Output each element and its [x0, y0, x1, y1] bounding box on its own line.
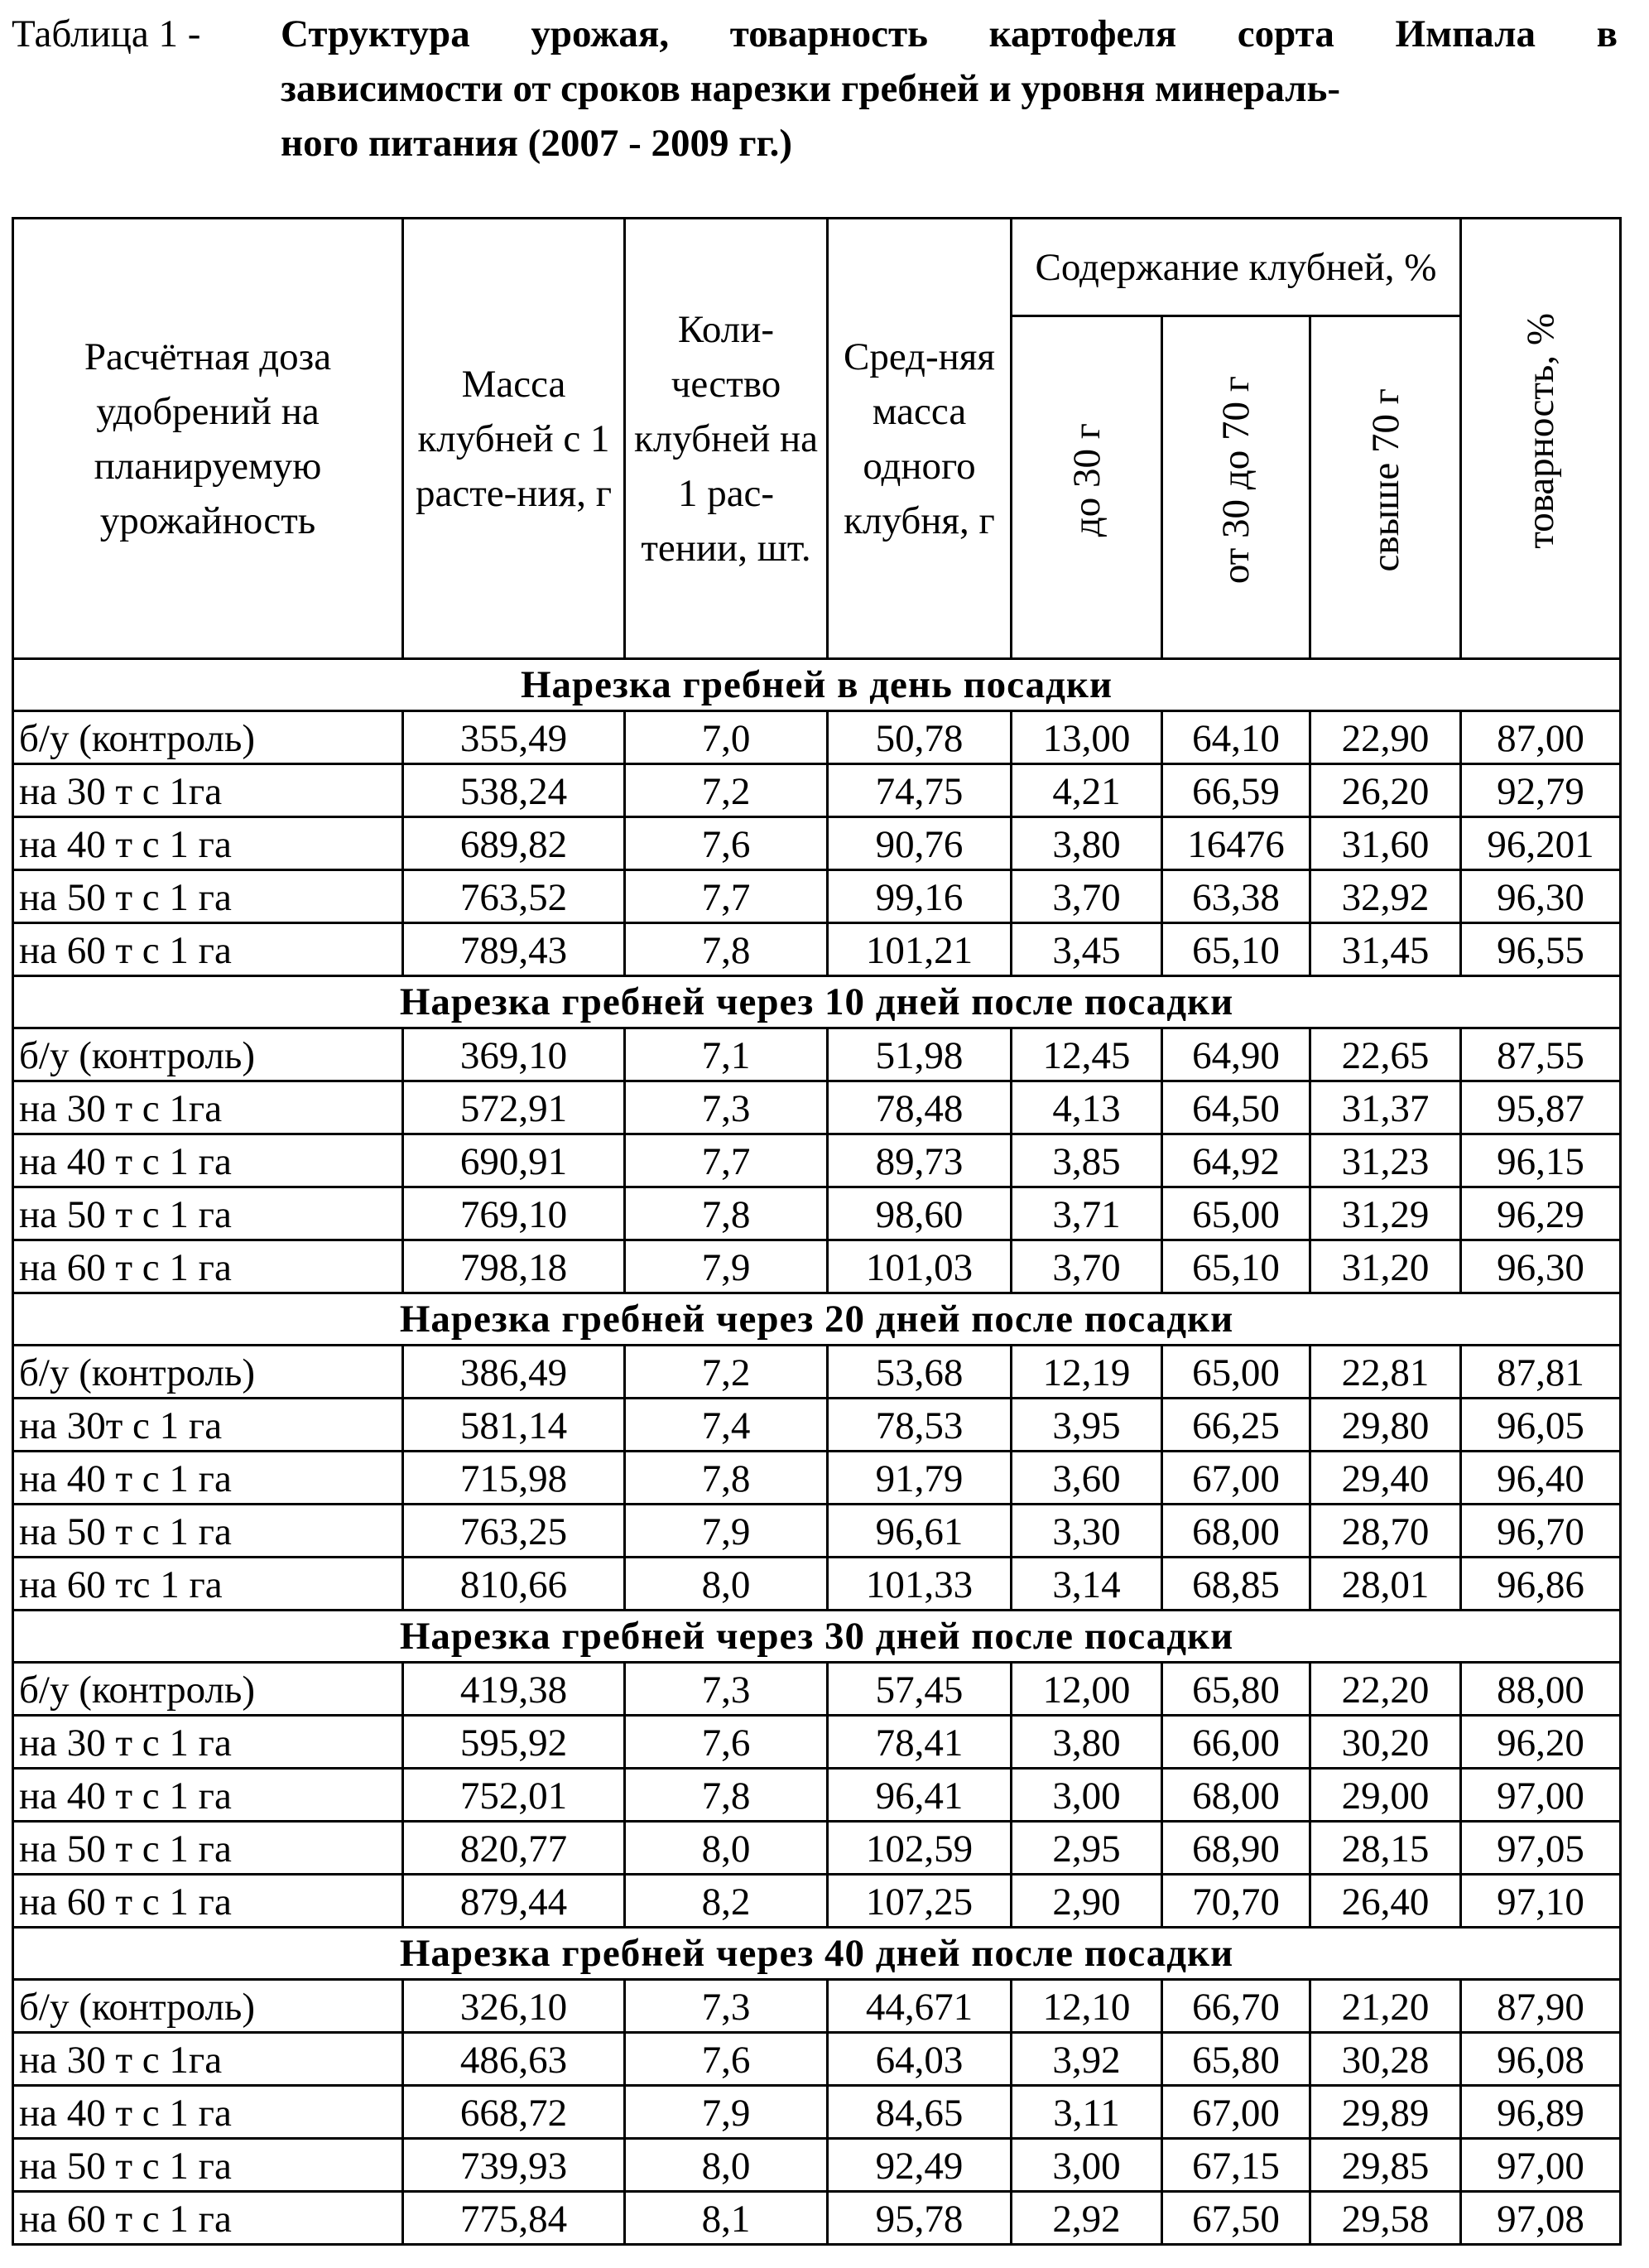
cell-count: 7,2 [625, 764, 828, 817]
cell-avg-mass: 101,03 [828, 1240, 1012, 1293]
cell-avg-mass: 91,79 [828, 1452, 1012, 1505]
cell-30-70g: 68,85 [1162, 1558, 1310, 1611]
cell-marketability: 96,30 [1461, 870, 1621, 923]
cell-under-30g: 3,45 [1012, 923, 1162, 976]
row-label: на 30 т с 1 га [13, 1716, 403, 1769]
table-title-line: Структура урожая, товарность картофеля сорта Импала в [281, 12, 1618, 55]
cell-over-70g: 29,80 [1310, 1399, 1461, 1452]
cell-over-70g: 28,15 [1310, 1822, 1461, 1875]
cell-marketability: 96,08 [1461, 2033, 1621, 2086]
header-over-70g-text: свыше 70 г [1363, 388, 1407, 572]
table-row [13, 1505, 1621, 1558]
cell-count: 7,6 [625, 817, 828, 870]
cell-under-30g: 13,00 [1012, 711, 1162, 764]
cell-30-70g: 67,00 [1162, 2086, 1310, 2139]
table-row [13, 1558, 1621, 1611]
cell-count: 7,8 [625, 1187, 828, 1240]
cell-mass: 326,10 [403, 1980, 625, 2033]
cell-avg-mass: 84,65 [828, 2086, 1012, 2139]
table-row [13, 923, 1621, 976]
cell-avg-mass: 74,75 [828, 764, 1012, 817]
cell-count: 7,8 [625, 1452, 828, 1505]
cell-under-30g: 3,95 [1012, 1399, 1162, 1452]
cell-mass: 572,91 [403, 1081, 625, 1134]
row-label: на 40 т с 1 га [13, 817, 403, 870]
table-row [13, 1663, 1621, 1716]
cell-over-70g: 21,20 [1310, 1980, 1461, 2033]
cell-30-70g: 66,70 [1162, 1980, 1310, 2033]
cell-mass: 538,24 [403, 764, 625, 817]
section-title: Нарезка гребней через 20 дней после посадки [13, 1293, 1621, 1346]
cell-avg-mass: 98,60 [828, 1187, 1012, 1240]
row-label: на 50 т с 1 га [13, 1822, 403, 1875]
header-marketability-text: товарность, % [1519, 313, 1562, 549]
table-title-line: зависимости от сроков нарезки гребней и уровня минераль- [281, 67, 1340, 110]
cell-30-70g: 65,80 [1162, 1663, 1310, 1716]
cell-mass: 595,92 [403, 1716, 625, 1769]
table-row [13, 1980, 1621, 2033]
cell-over-70g: 28,01 [1310, 1558, 1461, 1611]
cell-over-70g: 29,58 [1310, 2192, 1461, 2245]
cell-under-30g: 3,71 [1012, 1187, 1162, 1240]
header-avg-mass: Сред-няя масса одного клубня, г [828, 219, 1012, 659]
cell-avg-mass: 44,671 [828, 1980, 1012, 2033]
table-row [13, 1399, 1621, 1452]
cell-mass: 879,44 [403, 1875, 625, 1928]
cell-30-70g: 67,50 [1162, 2192, 1310, 2245]
cell-avg-mass: 101,21 [828, 923, 1012, 976]
cell-marketability: 97,00 [1461, 2139, 1621, 2192]
section-title: Нарезка гребней через 30 дней после посадки [13, 1611, 1621, 1663]
cell-avg-mass: 107,25 [828, 1875, 1012, 1928]
table-row [13, 1875, 1621, 1928]
cell-under-30g: 3,92 [1012, 2033, 1162, 2086]
cell-over-70g: 22,20 [1310, 1663, 1461, 1716]
cell-marketability: 96,30 [1461, 1240, 1621, 1293]
cell-over-70g: 31,20 [1310, 1240, 1461, 1293]
cell-avg-mass: 99,16 [828, 870, 1012, 923]
table-row [13, 1769, 1621, 1822]
cell-marketability: 96,05 [1461, 1399, 1621, 1452]
header-over-70g [1310, 316, 1461, 659]
cell-marketability: 87,00 [1461, 711, 1621, 764]
cell-over-70g: 28,70 [1310, 1505, 1461, 1558]
cell-marketability: 87,55 [1461, 1028, 1621, 1081]
cell-count: 8,2 [625, 1875, 828, 1928]
cell-count: 7,6 [625, 1716, 828, 1769]
cell-count: 7,3 [625, 1980, 828, 2033]
cell-mass: 763,52 [403, 870, 625, 923]
cell-under-30g: 4,21 [1012, 764, 1162, 817]
cell-marketability: 97,08 [1461, 2192, 1621, 2245]
cell-over-70g: 31,29 [1310, 1187, 1461, 1240]
header-count: Коли-чество клубней на 1 рас-тении, шт. [625, 219, 828, 659]
cell-under-30g: 12,00 [1012, 1663, 1162, 1716]
cell-30-70g: 66,25 [1162, 1399, 1310, 1452]
cell-count: 8,0 [625, 1558, 828, 1611]
cell-marketability: 97,10 [1461, 1875, 1621, 1928]
table-number-label: Таблица 1 - [12, 12, 201, 55]
table-row [13, 817, 1621, 870]
cell-under-30g: 3,85 [1012, 1134, 1162, 1187]
cell-30-70g: 64,90 [1162, 1028, 1310, 1081]
table-row [13, 1134, 1621, 1187]
cell-avg-mass: 89,73 [828, 1134, 1012, 1187]
cell-under-30g: 3,60 [1012, 1452, 1162, 1505]
table-row [13, 2086, 1621, 2139]
header-under-30g [1012, 316, 1162, 659]
cell-marketability: 88,00 [1461, 1663, 1621, 1716]
cell-marketability: 96,29 [1461, 1187, 1621, 1240]
cell-mass: 820,77 [403, 1822, 625, 1875]
cell-30-70g: 64,50 [1162, 1081, 1310, 1134]
cell-avg-mass: 64,03 [828, 2033, 1012, 2086]
cell-mass: 810,66 [403, 1558, 625, 1611]
cell-30-70g: 66,59 [1162, 764, 1310, 817]
cell-over-70g: 22,65 [1310, 1028, 1461, 1081]
cell-avg-mass: 57,45 [828, 1663, 1012, 1716]
cell-over-70g: 30,28 [1310, 2033, 1461, 2086]
header-30-70g [1162, 316, 1310, 659]
table-row [13, 1452, 1621, 1505]
row-label: б/у (контроль) [13, 1028, 403, 1081]
cell-under-30g: 3,80 [1012, 1716, 1162, 1769]
cell-marketability: 87,90 [1461, 1980, 1621, 2033]
cell-30-70g: 68,90 [1162, 1822, 1310, 1875]
cell-under-30g: 12,45 [1012, 1028, 1162, 1081]
section-title: Нарезка гребней в день посадки [13, 659, 1621, 711]
cell-over-70g: 29,00 [1310, 1769, 1461, 1822]
cell-30-70g: 70,70 [1162, 1875, 1310, 1928]
cell-marketability: 96,89 [1461, 2086, 1621, 2139]
cell-count: 7,7 [625, 1134, 828, 1187]
row-label: на 50 т с 1 га [13, 870, 403, 923]
table-row [13, 1240, 1621, 1293]
cell-under-30g: 2,95 [1012, 1822, 1162, 1875]
cell-avg-mass: 78,48 [828, 1081, 1012, 1134]
cell-marketability: 96,55 [1461, 923, 1621, 976]
cell-over-70g: 30,20 [1310, 1716, 1461, 1769]
row-label: на 60 тс 1 га [13, 1558, 403, 1611]
cell-30-70g: 66,00 [1162, 1716, 1310, 1769]
cell-mass: 763,25 [403, 1505, 625, 1558]
cell-avg-mass: 51,98 [828, 1028, 1012, 1081]
cell-mass: 369,10 [403, 1028, 625, 1081]
row-label: б/у (контроль) [13, 1980, 403, 2033]
row-label: б/у (контроль) [13, 1663, 403, 1716]
section-title: Нарезка гребней через 40 дней после посадки [13, 1928, 1621, 1980]
cell-over-70g: 29,85 [1310, 2139, 1461, 2192]
row-label: на 40 т с 1 га [13, 1134, 403, 1187]
table-row [13, 1716, 1621, 1769]
cell-under-30g: 3,70 [1012, 1240, 1162, 1293]
cell-avg-mass: 96,61 [828, 1505, 1012, 1558]
cell-mass: 789,43 [403, 923, 625, 976]
cell-over-70g: 22,90 [1310, 711, 1461, 764]
cell-30-70g: 65,10 [1162, 1240, 1310, 1293]
cell-avg-mass: 78,53 [828, 1399, 1012, 1452]
cell-avg-mass: 92,49 [828, 2139, 1012, 2192]
cell-count: 7,3 [625, 1081, 828, 1134]
cell-30-70g: 63,38 [1162, 870, 1310, 923]
cell-30-70g: 68,00 [1162, 1769, 1310, 1822]
cell-marketability: 92,79 [1461, 764, 1621, 817]
cell-marketability: 95,87 [1461, 1081, 1621, 1134]
cell-under-30g: 3,80 [1012, 817, 1162, 870]
cell-count: 7,9 [625, 1240, 828, 1293]
header-mass: Масса клубней с 1 расте-ния, г [403, 219, 625, 659]
row-label: на 30т с 1 га [13, 1399, 403, 1452]
table-row [13, 711, 1621, 764]
cell-marketability: 96,15 [1461, 1134, 1621, 1187]
cell-avg-mass: 95,78 [828, 2192, 1012, 2245]
cell-marketability: 97,05 [1461, 1822, 1621, 1875]
table-title-line: ного питания (2007 - 2009 гг.) [281, 122, 792, 165]
table-row [13, 2139, 1621, 2192]
cell-count: 7,7 [625, 870, 828, 923]
row-label: на 50 т с 1 га [13, 2139, 403, 2192]
header-under-30g-text: до 30 г [1065, 422, 1108, 537]
cell-over-70g: 31,45 [1310, 923, 1461, 976]
cell-avg-mass: 90,76 [828, 817, 1012, 870]
cell-over-70g: 29,89 [1310, 2086, 1461, 2139]
cell-marketability: 96,70 [1461, 1505, 1621, 1558]
cell-over-70g: 31,60 [1310, 817, 1461, 870]
cell-count: 8,0 [625, 2139, 828, 2192]
cell-under-30g: 2,92 [1012, 2192, 1162, 2245]
cell-under-30g: 3,00 [1012, 1769, 1162, 1822]
cell-count: 7,8 [625, 923, 828, 976]
row-label: на 60 т с 1 га [13, 2192, 403, 2245]
cell-over-70g: 32,92 [1310, 870, 1461, 923]
cell-over-70g: 29,40 [1310, 1452, 1461, 1505]
cell-marketability: 96,40 [1461, 1452, 1621, 1505]
cell-avg-mass: 53,68 [828, 1346, 1012, 1399]
table-title [281, 7, 1618, 171]
table-row [13, 2033, 1621, 2086]
header-dose: Расчётная доза удобрений на планируемую урожайность [13, 219, 403, 659]
header-30-70g-text: от 30 до 70 г [1214, 375, 1257, 585]
cell-30-70g: 67,00 [1162, 1452, 1310, 1505]
table-row [13, 1187, 1621, 1240]
row-label: на 60 т с 1 га [13, 1240, 403, 1293]
cell-avg-mass: 50,78 [828, 711, 1012, 764]
table-row [13, 764, 1621, 817]
cell-mass: 419,38 [403, 1663, 625, 1716]
cell-under-30g: 12,10 [1012, 1980, 1162, 2033]
cell-over-70g: 26,40 [1310, 1875, 1461, 1928]
cell-under-30g: 3,11 [1012, 2086, 1162, 2139]
cell-count: 8,1 [625, 2192, 828, 2245]
cell-under-30g: 3,00 [1012, 2139, 1162, 2192]
cell-30-70g: 65,00 [1162, 1346, 1310, 1399]
cell-count: 7,1 [625, 1028, 828, 1081]
cell-mass: 690,91 [403, 1134, 625, 1187]
cell-mass: 715,98 [403, 1452, 625, 1505]
table-row [13, 1822, 1621, 1875]
row-label: на 40 т с 1 га [13, 1452, 403, 1505]
row-label: на 30 т с 1га [13, 2033, 403, 2086]
row-label: на 60 т с 1 га [13, 923, 403, 976]
cell-mass: 739,93 [403, 2139, 625, 2192]
cell-avg-mass: 101,33 [828, 1558, 1012, 1611]
cell-30-70g: 65,80 [1162, 2033, 1310, 2086]
table-header [13, 219, 1621, 659]
row-label: на 30 т с 1га [13, 1081, 403, 1134]
cell-under-30g: 12,19 [1012, 1346, 1162, 1399]
cell-30-70g: 65,10 [1162, 923, 1310, 976]
row-label: на 30 т с 1га [13, 764, 403, 817]
cell-mass: 668,72 [403, 2086, 625, 2139]
table-row [13, 1028, 1621, 1081]
cell-mass: 486,63 [403, 2033, 625, 2086]
cell-mass: 581,14 [403, 1399, 625, 1452]
yield-structure-table [12, 217, 1622, 2246]
cell-count: 7,6 [625, 2033, 828, 2086]
table-row [13, 1081, 1621, 1134]
cell-over-70g: 26,20 [1310, 764, 1461, 817]
cell-avg-mass: 102,59 [828, 1822, 1012, 1875]
table-body [13, 659, 1621, 2245]
cell-30-70g: 64,92 [1162, 1134, 1310, 1187]
cell-30-70g: 65,00 [1162, 1187, 1310, 1240]
cell-count: 8,0 [625, 1822, 828, 1875]
cell-marketability: 96,86 [1461, 1558, 1621, 1611]
cell-marketability: 87,81 [1461, 1346, 1621, 1399]
row-label: на 40 т с 1 га [13, 1769, 403, 1822]
cell-marketability: 96,20 [1461, 1716, 1621, 1769]
cell-under-30g: 4,13 [1012, 1081, 1162, 1134]
cell-mass: 386,49 [403, 1346, 625, 1399]
cell-marketability: 97,00 [1461, 1769, 1621, 1822]
cell-over-70g: 22,81 [1310, 1346, 1461, 1399]
header-content: Содержание клубней, % [1012, 219, 1461, 316]
cell-mass: 798,18 [403, 1240, 625, 1293]
section-title: Нарезка гребней через 10 дней после посадки [13, 976, 1621, 1028]
cell-mass: 769,10 [403, 1187, 625, 1240]
cell-mass: 689,82 [403, 817, 625, 870]
cell-mass: 355,49 [403, 711, 625, 764]
cell-30-70g: 64,10 [1162, 711, 1310, 764]
cell-mass: 775,84 [403, 2192, 625, 2245]
row-label: на 60 т с 1 га [13, 1875, 403, 1928]
cell-30-70g: 68,00 [1162, 1505, 1310, 1558]
header-marketability [1461, 219, 1621, 659]
cell-count: 7,9 [625, 1505, 828, 1558]
table-row [13, 2192, 1621, 2245]
cell-avg-mass: 78,41 [828, 1716, 1012, 1769]
table-row [13, 870, 1621, 923]
row-label: на 40 т с 1 га [13, 2086, 403, 2139]
cell-under-30g: 3,14 [1012, 1558, 1162, 1611]
cell-avg-mass: 96,41 [828, 1769, 1012, 1822]
cell-30-70g: 16476 [1162, 817, 1310, 870]
cell-under-30g: 3,70 [1012, 870, 1162, 923]
cell-count: 7,2 [625, 1346, 828, 1399]
cell-count: 7,3 [625, 1663, 828, 1716]
cell-count: 7,4 [625, 1399, 828, 1452]
cell-mass: 752,01 [403, 1769, 625, 1822]
cell-marketability: 96,201 [1461, 817, 1621, 870]
row-label: на 50 т с 1 га [13, 1187, 403, 1240]
cell-over-70g: 31,23 [1310, 1134, 1461, 1187]
cell-under-30g: 2,90 [1012, 1875, 1162, 1928]
cell-count: 7,8 [625, 1769, 828, 1822]
cell-count: 7,0 [625, 711, 828, 764]
cell-count: 7,9 [625, 2086, 828, 2139]
row-label: б/у (контроль) [13, 1346, 403, 1399]
cell-30-70g: 67,15 [1162, 2139, 1310, 2192]
table-row [13, 1346, 1621, 1399]
cell-over-70g: 31,37 [1310, 1081, 1461, 1134]
table-caption [12, 7, 1634, 172]
cell-under-30g: 3,30 [1012, 1505, 1162, 1558]
row-label: б/у (контроль) [13, 711, 403, 764]
row-label: на 50 т с 1 га [13, 1505, 403, 1558]
